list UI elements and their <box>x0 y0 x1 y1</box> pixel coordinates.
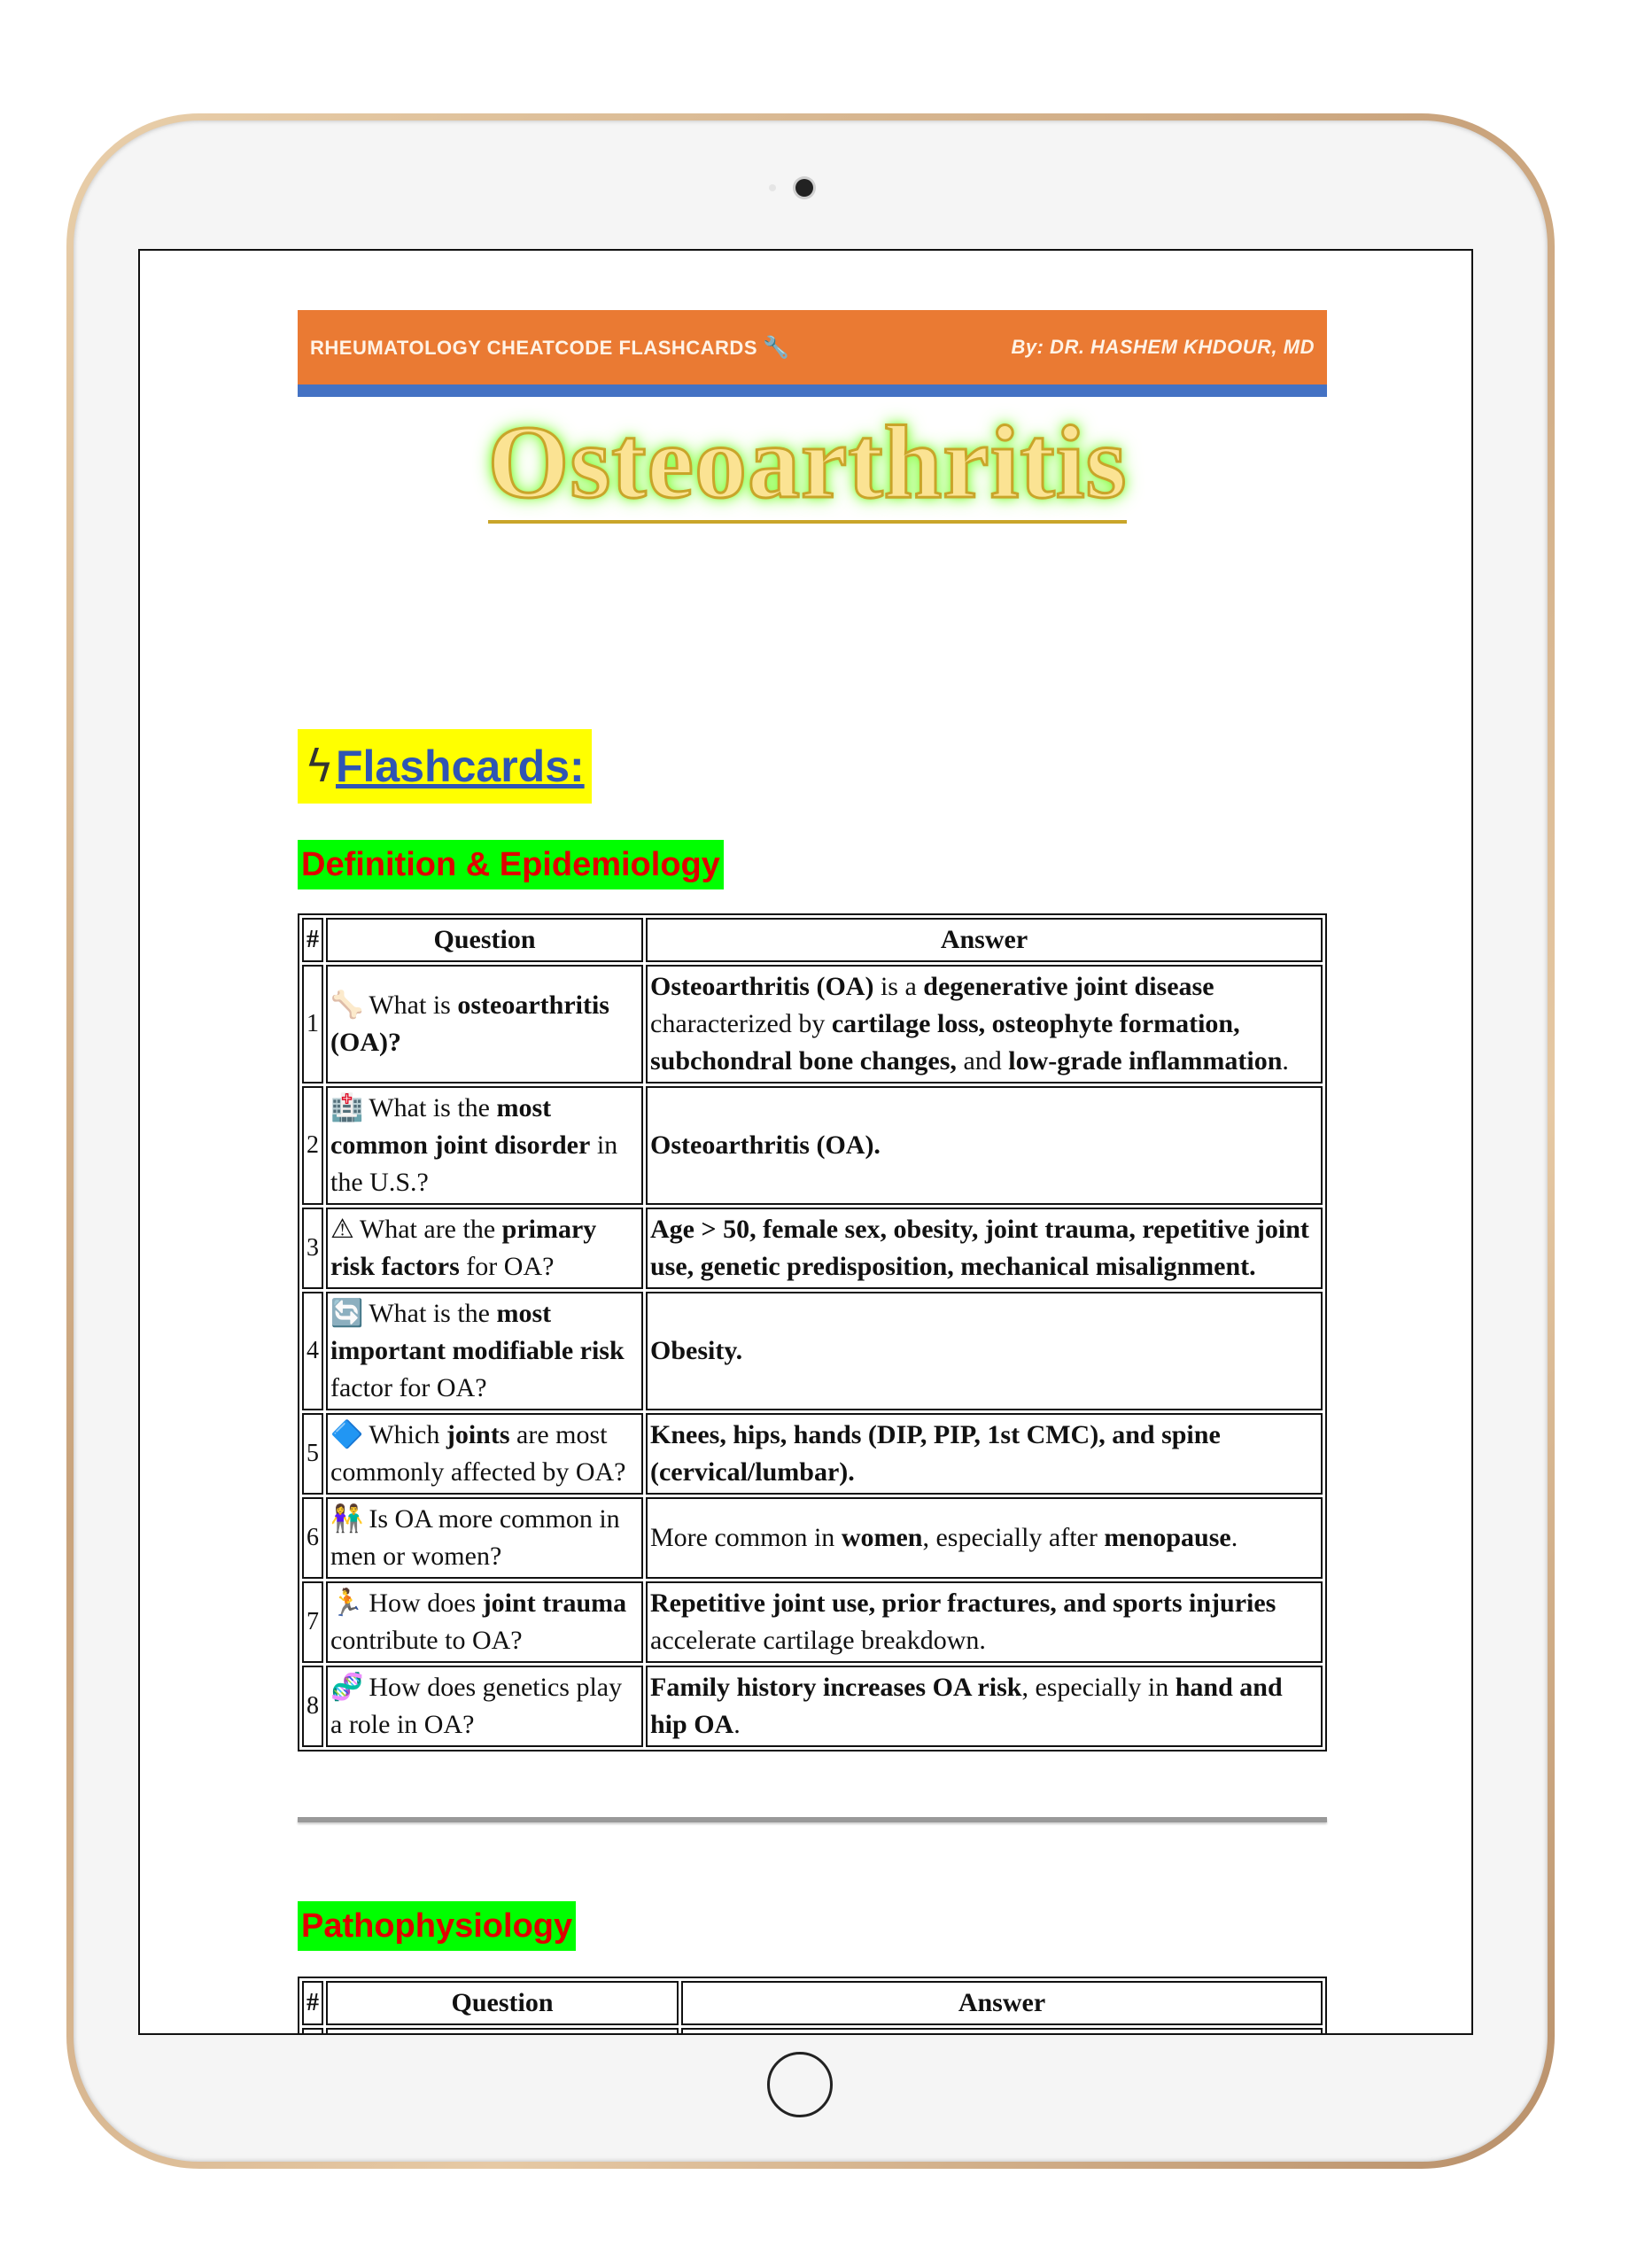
column-header-answer: Answer <box>646 918 1323 962</box>
answer-cell <box>646 1292 1323 1410</box>
proximity-sensor <box>769 184 776 191</box>
section-divider <box>298 1817 1327 1822</box>
banner-author: By: DR. HASHEM KHDOUR, MD <box>1011 336 1315 358</box>
answer-cell <box>646 1497 1323 1579</box>
question-text: How does <box>369 1588 483 1618</box>
answer-text: and <box>956 1046 1009 1076</box>
question-text: for OA? <box>459 1252 555 1281</box>
answer-cell <box>646 1666 1323 1747</box>
answer-text: , especially after <box>922 1523 1105 1552</box>
table-row <box>302 1413 1323 1495</box>
answer-text: . <box>1282 1046 1289 1076</box>
table-row <box>302 1208 1323 1289</box>
question-cell <box>326 1666 643 1747</box>
answer-text: women <box>841 1523 923 1552</box>
question-emoji-icon: 🦴 <box>330 990 364 1021</box>
question-keyword: joint trauma <box>482 1588 627 1618</box>
answer-text: degenerative joint disease <box>923 972 1214 1001</box>
answer-text: Age > 50, female sex, obesity, joint trauma, repetitive joint use, genetic predisposition, mechanical misalignment. <box>650 1215 1309 1281</box>
question-text: What is the <box>369 1299 497 1328</box>
tablet-screen <box>138 249 1473 2035</box>
question-keyword: primary risk factors <box>330 1215 597 1281</box>
table-row <box>302 1581 1323 1663</box>
row-number: 5 <box>302 1413 323 1495</box>
question-cell <box>326 1292 643 1410</box>
banner-title: RHEUMATOLOGY CHEATCODE FLASHCARDS 🔧 <box>310 335 790 360</box>
home-button[interactable] <box>767 2052 833 2117</box>
answer-text: hand and hip OA <box>650 1673 1283 1739</box>
table-row <box>302 2028 1323 2035</box>
answer-text: accelerate cartilage breakdown. <box>650 1626 986 1655</box>
answer-cell <box>646 1208 1323 1289</box>
question-cell <box>326 965 643 1084</box>
answer-cell <box>646 1581 1323 1663</box>
table-header-row <box>302 918 1323 962</box>
table-row <box>302 1086 1323 1205</box>
flashcard-table-pathophysiology <box>298 1977 1327 2035</box>
flashcards-heading: ϟ Flashcards: <box>298 729 592 804</box>
wrench-icon: 🔧 <box>763 335 790 360</box>
answer-text: More common in <box>650 1523 842 1552</box>
question-emoji-icon: 🧬 <box>330 1672 364 1703</box>
question-text: What is the <box>369 1093 497 1122</box>
answer-text: cartilage loss, osteophyte formation, subchondral bone changes, <box>650 1009 1240 1076</box>
column-header-number: # <box>302 1981 323 2025</box>
front-camera <box>795 179 813 197</box>
question-text: What is <box>369 990 458 1020</box>
banner-stripe <box>298 384 1327 397</box>
answer-text: Repetitive joint use, prior fractures, and sports injuries <box>650 1588 1276 1618</box>
question-text: What are the <box>359 1215 502 1244</box>
question-text: Is OA more common in men or women? <box>330 1504 620 1571</box>
answer-cell <box>646 965 1323 1084</box>
table-row <box>302 1497 1323 1579</box>
flashcard-table-definition <box>298 913 1327 1751</box>
row-number: 1 <box>302 965 323 1084</box>
column-header-question: Question <box>326 918 643 962</box>
question-keyword: joints <box>446 1420 510 1449</box>
answer-cell <box>646 1413 1323 1495</box>
question-cell <box>326 1413 643 1495</box>
answer-text: , especially in <box>1021 1673 1176 1702</box>
question-cell <box>326 1497 643 1579</box>
question-emoji-icon: ⚠ <box>330 1214 354 1245</box>
question-emoji-icon: 🔄 <box>330 1298 364 1329</box>
column-header-question: Question <box>326 1981 679 2025</box>
question-emoji-icon: 🔷 <box>330 1419 364 1450</box>
answer-text: . <box>1230 1523 1238 1552</box>
column-header-number: # <box>302 918 323 962</box>
question-cell <box>326 1208 643 1289</box>
table-row <box>302 965 1323 1084</box>
section-heading-definition: Definition & Epidemiology <box>298 840 724 889</box>
answer-text: Obesity. <box>650 1336 743 1365</box>
header-banner <box>298 310 1327 397</box>
question-keyword: osteoarthritis (OA)? <box>330 990 609 1057</box>
answer-text: Knees, hips, hands (DIP, PIP, 1st CMC), and spine (cervical/lumbar). <box>650 1420 1221 1487</box>
question-emoji-icon: 👫 <box>330 1503 364 1534</box>
table-header-row <box>302 1981 1323 2025</box>
question-text: How does genetics play a role in OA? <box>330 1673 623 1739</box>
question-keyword: most important modifiable risk <box>330 1299 625 1365</box>
section-heading-pathophysiology: Pathophysiology <box>298 1901 576 1951</box>
answer-text: . <box>733 1710 741 1739</box>
question-emoji-icon: 🏥 <box>330 1092 364 1123</box>
answer-text: low-grade inflammation <box>1008 1046 1283 1076</box>
question-text: contribute to OA? <box>330 1626 523 1655</box>
answer-text: Family history increases OA risk <box>650 1673 1022 1702</box>
question-text: factor for OA? <box>330 1373 487 1402</box>
table-row <box>302 1666 1323 1747</box>
row-number: 7 <box>302 1581 323 1663</box>
question-text: are most commonly affected by OA? <box>330 1420 626 1487</box>
question-text: in the U.S.? <box>330 1130 618 1197</box>
column-header-answer: Answer <box>681 1981 1323 2025</box>
row-number: 2 <box>302 1086 323 1205</box>
lightning-icon: ϟ <box>305 741 334 792</box>
answer-text: Osteoarthritis (OA) <box>650 972 874 1001</box>
answer-text: is a <box>873 972 924 1001</box>
answer-text: characterized by <box>650 1009 832 1038</box>
row-number: 3 <box>302 1208 323 1289</box>
question-cell <box>326 1581 643 1663</box>
row-number: 8 <box>302 1666 323 1747</box>
answer-text: menopause <box>1104 1523 1231 1552</box>
table-row <box>302 1292 1323 1410</box>
question-cell <box>326 1086 643 1205</box>
question-text: Which <box>369 1420 446 1449</box>
row-number: 6 <box>302 1497 323 1579</box>
question-emoji-icon: 🏃 <box>330 1588 364 1619</box>
question-keyword: most common joint disorder <box>330 1093 591 1160</box>
page-title: Osteoarthritis <box>140 410 1473 515</box>
row-number: 4 <box>302 1292 323 1410</box>
answer-text: Osteoarthritis (OA). <box>650 1130 881 1160</box>
answer-cell <box>646 1086 1323 1205</box>
